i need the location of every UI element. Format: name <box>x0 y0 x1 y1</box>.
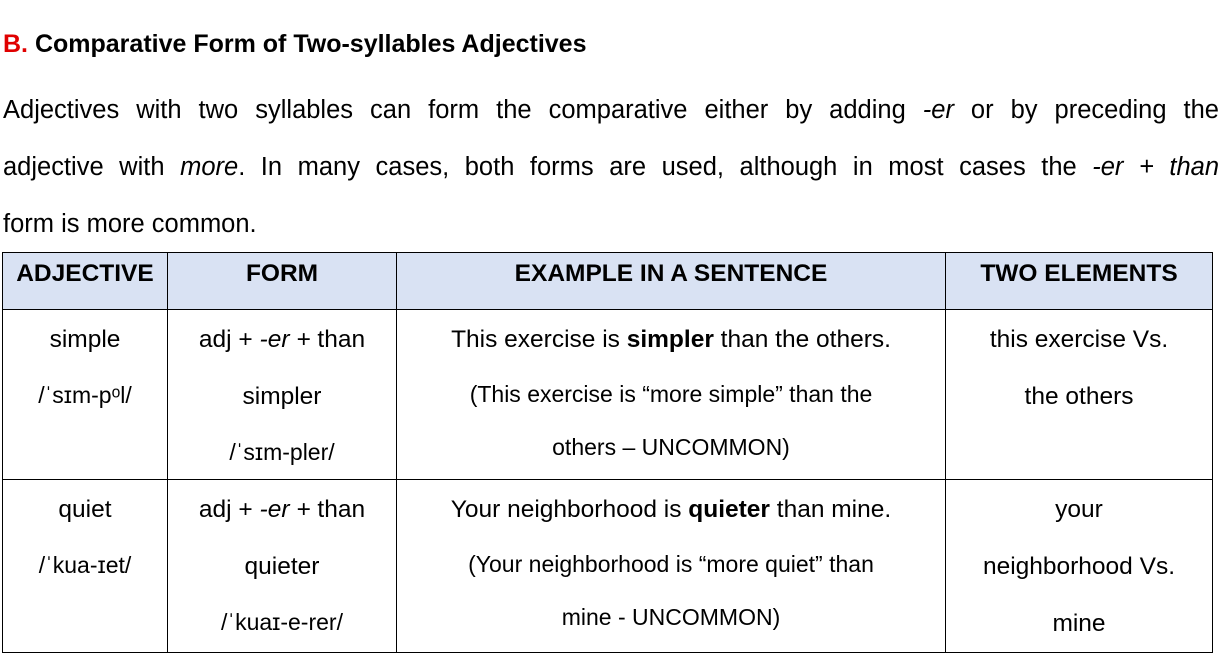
text-run: adjective with <box>3 153 181 181</box>
adjective-word: quiet <box>58 496 112 523</box>
elements-line: the others <box>1024 383 1134 410</box>
adjective-pronunciation: /ˈkua-ɪet/ <box>38 552 132 578</box>
header-two-elements: TWO ELEMENTS <box>946 253 1213 310</box>
section-letter: B. <box>3 30 28 58</box>
italic-run: -er + <box>259 496 311 523</box>
table-row <box>3 480 1213 653</box>
elements-line: this exercise Vs. <box>989 326 1169 353</box>
example-note: mine - UNCOMMON) <box>561 604 781 630</box>
bold-run: simpler <box>626 326 714 353</box>
italic-run: -er <box>922 96 954 124</box>
text-run: Your neighborhood is <box>450 496 689 523</box>
elements-line: mine <box>1052 610 1106 637</box>
elements-line: neighborhood Vs. <box>982 553 1176 580</box>
header-example: EXAMPLE IN A SENTENCE <box>397 253 946 310</box>
bold-run: quieter <box>688 496 770 523</box>
text-run: This exercise is <box>451 326 627 353</box>
form-word: quieter <box>244 553 320 580</box>
comparative-table <box>2 252 1213 653</box>
form-pronunciation: /ˈkuaɪ-e-rer/ <box>221 609 343 635</box>
form-cell <box>168 310 397 480</box>
text-run: than <box>310 326 366 353</box>
example-note: (Your neighborhood is “more quiet” than <box>468 551 874 577</box>
text-run: Adjectives with two syllables can form the comparative either by adding <box>3 96 923 124</box>
header-form: FORM <box>168 253 397 310</box>
form-rule <box>168 311 396 368</box>
text-run: or by preceding the <box>953 96 1219 124</box>
form-cell <box>168 480 397 653</box>
elements-cell <box>946 480 1213 653</box>
paragraph-line-2 <box>3 139 1219 196</box>
text-run: adj + <box>198 496 260 523</box>
example-note: others – UNCOMMON) <box>552 434 790 460</box>
paragraph-line-1 <box>3 82 1219 139</box>
example-cell <box>397 480 946 653</box>
elements-line: your <box>1055 496 1103 523</box>
text-run: than mine. <box>769 496 892 523</box>
text-run: adj + <box>198 326 260 353</box>
example-cell <box>397 310 946 480</box>
table-row <box>3 310 1213 480</box>
intro-paragraph <box>3 82 1219 253</box>
example-sentence <box>397 481 945 538</box>
header-adjective: ADJECTIVE <box>3 253 168 310</box>
example-sentence <box>397 311 945 368</box>
form-rule <box>168 481 396 538</box>
italic-run: more <box>180 153 239 181</box>
section-heading <box>3 27 587 61</box>
adjective-cell <box>3 310 168 480</box>
form-word: simpler <box>242 383 322 410</box>
section-title: Comparative Form of Two-syllables Adjectives <box>34 30 587 58</box>
text-run: . In many cases, both forms are used, although in most cases the <box>238 153 1093 181</box>
italic-run: -er + <box>259 326 311 353</box>
adjective-cell <box>3 480 168 653</box>
example-note: (This exercise is “more simple” than the <box>469 381 873 407</box>
text-run: than <box>310 496 366 523</box>
adjective-pronunciation: /ˈsɪm-pᵒl/ <box>38 382 132 408</box>
paragraph-line-3: form is more common. <box>3 210 257 238</box>
elements-cell <box>946 310 1213 480</box>
form-pronunciation: /ˈsɪm-pler/ <box>229 439 335 465</box>
table-header-row <box>3 253 1213 310</box>
adjective-word: simple <box>49 326 121 353</box>
italic-run: -er + than <box>1092 153 1219 181</box>
text-run: than the others. <box>713 326 891 353</box>
